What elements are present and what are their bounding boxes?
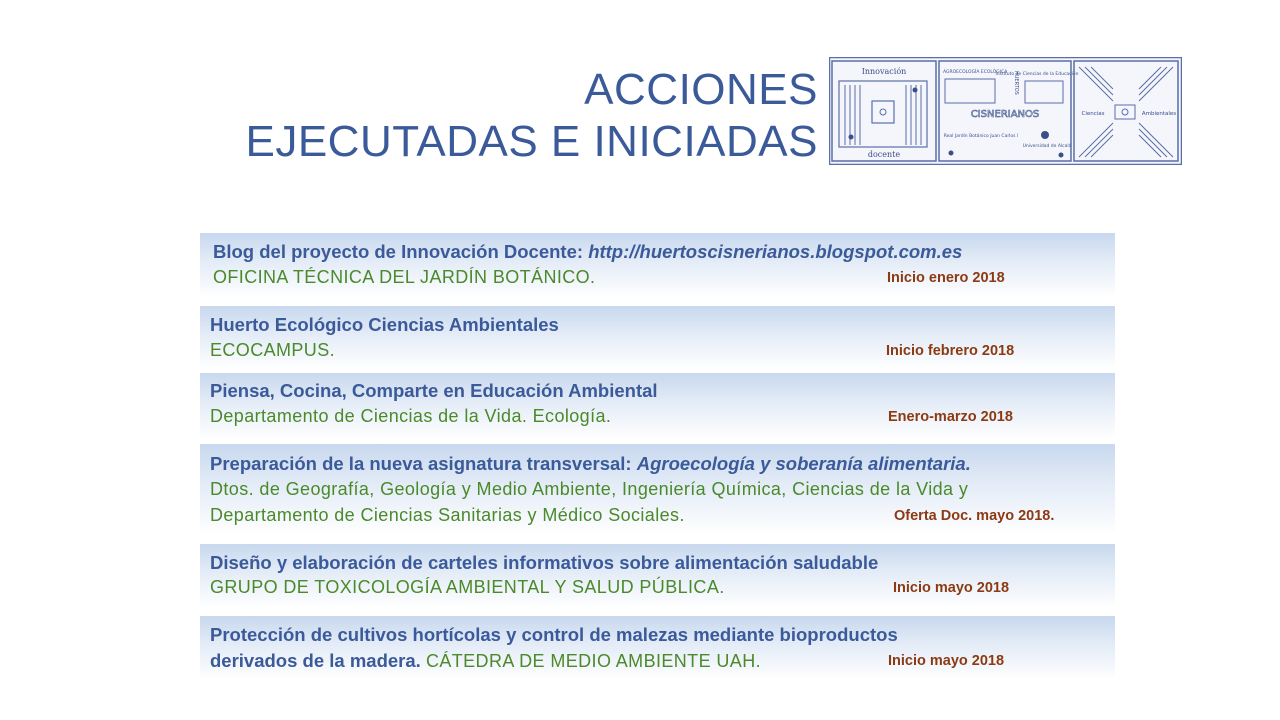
item-date: Inicio enero 2018	[887, 270, 1005, 286]
svg-text:HUERTOS: HUERTOS	[1013, 71, 1019, 95]
item-organization: ECOCAMPUS.	[210, 340, 336, 360]
action-item	[200, 373, 1115, 439]
item-date: Enero-marzo 2018	[888, 409, 1013, 425]
item-organization: OFICINA TÉCNICA DEL JARDÍN BOTÁNICO.	[213, 267, 596, 287]
action-item	[200, 544, 1115, 608]
action-item	[200, 306, 1115, 370]
item-date: Inicio mayo 2018	[888, 653, 1005, 669]
svg-text:CISNERIANOS: CISNERIANOS	[970, 109, 1040, 120]
item-heading: Protección de cultivos hortícolas y control de malezas mediante bioproductos	[210, 624, 898, 645]
svg-text:AGROECOLOGÍA ECOLÓGICA: AGROECOLOGÍA ECOLÓGICA	[943, 70, 1008, 75]
svg-text:Ciencias: Ciencias	[1081, 111, 1105, 117]
slide-title	[245, 64, 818, 168]
item-heading: Blog del proyecto de Innovación Docente:	[213, 241, 589, 262]
action-item	[200, 616, 1115, 680]
action-item	[200, 233, 1115, 298]
title-line-1: ACCIONES	[584, 65, 818, 114]
item-heading: Piensa, Cocina, Comparte en Educación Ambiental	[210, 380, 658, 401]
item-organization-2: Departamento de Ciencias Sanitarias y Médico Sociales.	[210, 505, 685, 525]
svg-text:Ambientales: Ambientales	[1141, 111, 1177, 117]
item-heading: Huerto Ecológico Ciencias Ambientales	[210, 314, 559, 335]
course-title: Agroecología y soberanía alimentaria.	[636, 453, 971, 474]
item-organization: Departamento de Ciencias de la Vida. Ecología.	[210, 406, 612, 426]
item-organization: CÁTEDRA DE MEDIO AMBIENTE UAH.	[425, 651, 761, 671]
title-line-2: EJECUTADAS E INICIADAS	[245, 117, 818, 166]
item-organization: GRUPO DE TOXICOLOGÍA AMBIENTAL Y SALUD PÚBLICA.	[210, 577, 725, 597]
item-date: Oferta Doc. mayo 2018.	[894, 508, 1055, 524]
svg-text:Innovación: Innovación	[861, 67, 907, 76]
svg-text:Universidad de Alcalá: Universidad de Alcalá	[1022, 144, 1072, 149]
svg-text:docente: docente	[867, 150, 901, 159]
item-heading-2: derivados de la madera.	[210, 650, 426, 671]
huertos-cisnerianos-logo	[829, 57, 1182, 165]
item-organization: Dtos. de Geografía, Geología y Medio Ambiente, Ingeniería Química, Ciencias de la Vida y	[210, 479, 969, 499]
blog-link[interactable]: http://huertoscisnerianos.blogspot.com.es	[588, 241, 963, 262]
svg-text:Instituto de Ciencias de la Ed: Instituto de Ciencias de la Educación	[995, 72, 1079, 77]
item-date: Inicio mayo 2018	[893, 580, 1010, 596]
svg-text:Real Jardín Botánico Juan Carl: Real Jardín Botánico Juan Carlos I	[943, 134, 1019, 139]
item-heading: Diseño y elaboración de carteles informativos sobre alimentación saludable	[210, 552, 879, 573]
action-item	[200, 444, 1115, 536]
item-heading: Preparación de la nueva asignatura transversal:	[210, 453, 637, 474]
item-date: Inicio febrero 2018	[886, 343, 1015, 359]
